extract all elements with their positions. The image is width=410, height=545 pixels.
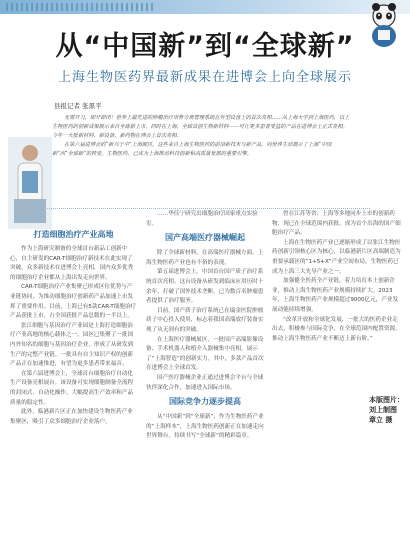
banner-pattern	[6, 3, 156, 11]
body-paragraph: 加强健全医药全产业链，着力培育本土创新企业，推动上海生物医药产业规模持续扩大。2023年，上海生物医药产业规模超过9000亿元，产业发展动能持续增强。	[272, 278, 399, 313]
body-paragraph: 除了全球新材料，在高端医疗器械方面，上海生物医药产业也有不俗的表现。	[146, 250, 264, 266]
photo-caption	[369, 395, 404, 425]
body-paragraph: 曾在江苏等省、上海等多地同步上市的创新药物，现已在全球范围内获批，成为首个出海的国产细胞治疗产品。	[272, 211, 401, 237]
body-paragraph: 在第六届进博会上，全球首台细胞治疗自动化生产设备亮相展台。该设备可实现细胞制备全流程的封闭式、自动化操作，大幅提高生产效率和产品质量的稳定性。	[10, 370, 134, 406]
column-1	[10, 245, 137, 427]
scientist-photo	[8, 137, 52, 229]
body-paragraph: 目前，国产质子治疗系统已在瑞金医院肿瘤质子中心投入使用，标志着我国高端放疗装备实现了从无到有的突破。	[146, 307, 264, 333]
body-paragraph: 从“中国新”到“全球新”，作为生物医药产业的“上海样本”，上海生物医药创新正在加速走向世界舞台，持续书写“全球新”的精彩篇章。	[146, 414, 264, 440]
body-paragraph: 国产医疗器械企业正通过进博会平台与全球伙伴深化合作，加速进入国际市场。	[146, 374, 264, 391]
body-paragraph: 此外，临港新片区正在加快建设生物医药产业集聚区，吸引了众多细胞治疗企业落户。	[10, 409, 133, 425]
summary	[52, 114, 352, 159]
caption-line: 章立 摄	[369, 416, 393, 424]
body-paragraph: ……华佳宁研究出细胞治疗国家重点实验室。	[146, 211, 258, 227]
body-paragraph: 第五届进博会上，中国首台国产质子治疗系统首次亮相。这台设备从研发到临床应用历时十余年，打破了国外技术垄断，已为数百名肿瘤患者提供了治疗服务。	[146, 269, 264, 305]
section-heading-3: 国际竞争力逐步提高	[169, 397, 241, 407]
caption-line: 刘上制图	[369, 406, 397, 414]
summary-paragraph: 无需开刀，即开即闭！世界上最先进的肿瘤治疗用骨分离管理系统在外型设备上的首次亮相……从上海大学到上海医药，以上生物医药的创新成果展示来自全球新上市，同时在上海，全球首创生物新材料——可让更多患者受益的产品在进博会上正式亮相。今年一大批新材料、新设备、新药物在博会上首次亮相。	[52, 115, 350, 139]
section-heading-1: 打造细胞治疗产业高地	[33, 230, 114, 239]
body-paragraph: CAR-T细胞治疗产业集聚已形成区位优势与产业链协同，为推动细胞治疗创新药产品加速上市发挥了重要作用。目前，上海已有5款CAR-T细胞治疗产品获批上市，占全国获批产品总数的一半以上。	[10, 284, 137, 320]
body-paragraph: 上海在生物医药产业已逐渐形成了以张江生物医药创新引领核心区为核心，以临港新片区高端制造为重要承载区的“1+5+X”产业空间布局，生物医药已成为上海三大先导产业之一。	[272, 239, 401, 275]
body-paragraph: 在上海医疗器械展区，一批国产高端影像设备、手术机器人和植介入器械集中亮相，展示了“上海智造”的创新实力。其中，多款产品首次在进博会上全球首发。	[146, 336, 264, 372]
section-heading-2: 国产高端医疗器械崛起	[165, 233, 245, 243]
page-subtitle: 上海生物医药界最新成果在进博会上向全球展示	[57, 70, 352, 85]
body-paragraph: 张江细胞与基因治疗产业园是上海打造细胞治疗产业高地的核心载体之一。园区已集聚了一批国内外知名的细胞与基因治疗企业，形成了从研发到生产的完整产业链。一批具有自主知识产权的创新产品正在加速推进，有望为更多患者带来福音。	[10, 322, 134, 368]
summary-paragraph: 在第六届进博会的“新兴于中”上海展区，这些来自上海生物医药的前沿新技术与新产品，向世界生动展示了上海“中国新”向“全球新”的转变。生物医药、已成为上海推动科技创新和高质量发展的重要引擎。	[52, 142, 332, 157]
byline: 县报记者 张黑平	[54, 102, 102, 110]
page-title: 从“中国新”到“全球新”	[55, 31, 355, 62]
column-2	[146, 210, 264, 442]
body-paragraph: 作为上海研究制备的全球首台新品工创新中心，自主研发的CAR-T细胞治疗新技术在此实现了突破，众多新技术在进博会上亮相，国内众多优秀的细胞治疗企业都从上海出发走向世界。	[10, 246, 134, 281]
caption-line: 本版图片：	[369, 396, 404, 404]
header-banner	[0, 0, 410, 14]
column-3	[272, 210, 402, 344]
body-paragraph: “改革开放和全球化发展，一批大的医药企业走出去，积极参与国际竞争，在全球范围内配置资源，推动上海生物医药产业不断迈上新台阶。”	[272, 316, 401, 342]
